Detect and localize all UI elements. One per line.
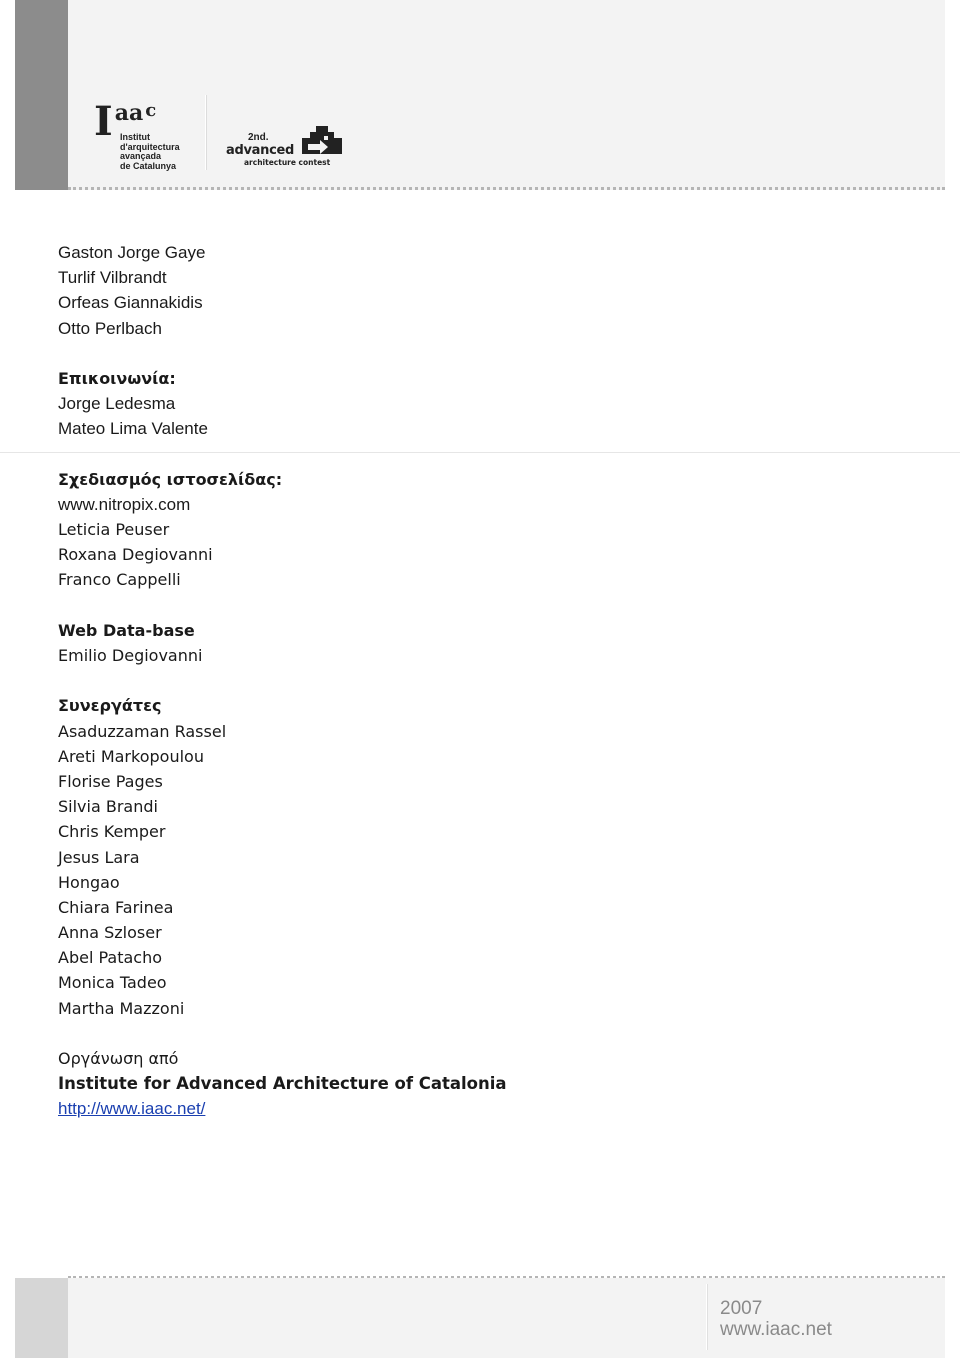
contact-name: Jorge Ledesma: [58, 394, 176, 414]
collaborator-name: Martha Mazzoni: [58, 998, 185, 1018]
web-design-name: Roxana Degiovanni: [58, 545, 213, 565]
logo-line: avançada: [120, 151, 162, 161]
collaborator-name: Florise Pages: [58, 771, 163, 791]
iaac-logo-text: [120, 133, 210, 171]
footer-info: [720, 1298, 832, 1340]
collaborator-name: Anna Szloser: [58, 923, 162, 943]
collaborator-name: Silvia Brandi: [58, 797, 158, 817]
collaborator-name: Abel Patacho: [58, 948, 163, 968]
contest-subtitle: architecture contest: [244, 158, 331, 167]
collaborator-name: Chris Kemper: [58, 822, 166, 842]
footer-divider: [706, 1284, 707, 1350]
team-member: Otto Perlbach: [58, 318, 162, 338]
contest-building-icon: [298, 124, 346, 158]
database-name: Emilio Degiovanni: [58, 646, 203, 665]
collaborator-name: Chiara Farinea: [58, 897, 174, 917]
logo-line: de Catalunya: [120, 160, 177, 171]
contact-name: Mateo Lima Valente: [58, 419, 208, 439]
collaborator-name: Jesus Lara: [58, 847, 140, 867]
footer-year: 2007: [720, 1298, 763, 1319]
organization-link[interactable]: http://www.iaac.net/: [58, 1099, 206, 1119]
collaborator-name: Areti Markopoulou: [58, 746, 204, 766]
web-design-site: www.nitropix.com: [58, 494, 191, 514]
footer-gray-block: [15, 1278, 68, 1358]
team-member: Gaston Jorge Gaye: [58, 243, 206, 262]
header-dotted-rule: [68, 187, 945, 190]
logo-line: d'arquitectura: [120, 141, 180, 152]
logo-divider: [205, 95, 206, 170]
header-gray-block: [15, 0, 68, 190]
organization-label: Οργάνωση από: [58, 1049, 179, 1068]
organization-name: Institute for Advanced Architecture of Catalonia: [58, 1074, 507, 1094]
web-design-name: Franco Cappelli: [58, 570, 181, 590]
iaac-logo-mark: Iaa c: [94, 98, 157, 145]
web-design-name: Leticia Peuser: [58, 520, 170, 540]
contest-number: 2nd.: [248, 132, 269, 143]
credits-content: [58, 240, 918, 1122]
footer-site: www.iaac.net: [720, 1319, 832, 1340]
team-member: Turlif Vilbrandt: [58, 268, 167, 288]
logo-line: Institut: [120, 132, 150, 142]
web-design-heading: Σχεδιασμός ιστοσελίδας:: [58, 469, 283, 489]
contact-heading: Επικοινωνία:: [58, 368, 176, 388]
collaborator-name: Asaduzzaman Rassel: [58, 721, 227, 741]
collaborator-name: Monica Tadeo: [58, 973, 167, 993]
contest-word: advanced: [226, 143, 295, 158]
collaborator-name: Hongao: [58, 872, 120, 892]
collaborators-heading: Συνεργάτες: [58, 696, 162, 716]
database-heading: Web Data-base: [58, 620, 195, 640]
contest-logo: [226, 124, 348, 170]
team-member: Orfeas Giannakidis: [58, 293, 203, 313]
